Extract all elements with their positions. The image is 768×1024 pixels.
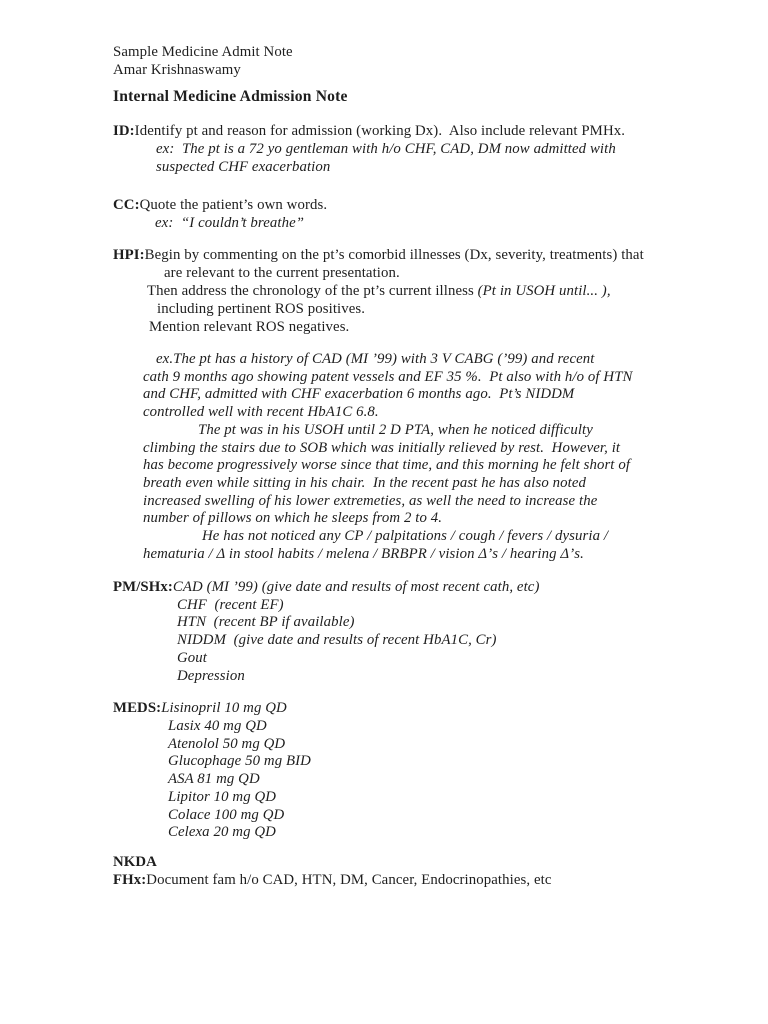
hpi-example-line bbox=[198, 421, 593, 439]
text-run: ex: “I couldn’t breathe” bbox=[155, 215, 305, 231]
text-run: Document fam h/o CAD, HTN, DM, Cancer, Endocrinopathies, etc bbox=[146, 872, 552, 888]
hpi-line bbox=[157, 300, 365, 318]
hpi-example-line bbox=[202, 527, 608, 545]
section-meds bbox=[113, 699, 287, 717]
text-run: hematuria / Δ in stool habits / melena / BRBPR / vision Δ’s / hearing Δ’s. bbox=[143, 545, 584, 562]
text-run: Internal Medicine Admission Note bbox=[113, 88, 348, 105]
section-hpi bbox=[113, 246, 644, 264]
pmshx-item bbox=[177, 667, 245, 685]
meds-item bbox=[168, 770, 260, 788]
text-run: Begin by commenting on the pt’s comorbid illnesses (Dx, severity, treatments) that bbox=[144, 247, 644, 263]
text-run: Mention relevant ROS negatives. bbox=[149, 319, 350, 335]
text-run: Glucophage 50 mg BID bbox=[168, 753, 311, 770]
text-run: CHF (recent EF) bbox=[177, 596, 284, 613]
section-fhx bbox=[113, 871, 552, 889]
text-run: Amar Krishnaswamy bbox=[113, 62, 241, 78]
text-run: ex: The pt is a 72 yo gentleman with h/o CHF, CAD, DM now admitted with bbox=[156, 141, 616, 157]
text-run: controlled well with recent HbA1C 6.8. bbox=[143, 404, 379, 421]
text-run: Sample Medicine Admit Note bbox=[113, 44, 293, 60]
text-run: Colace 100 mg QD bbox=[168, 806, 285, 823]
example-label: ex. bbox=[156, 351, 174, 367]
text-run: Lipitor 10 mg QD bbox=[168, 788, 277, 805]
section-label-fhx: FHx: bbox=[113, 872, 147, 888]
text-run: Gout bbox=[177, 649, 207, 666]
section-label-pmshx: PM/SHx: bbox=[113, 579, 173, 595]
text-run: are relevant to the current presentation. bbox=[164, 265, 400, 281]
text-run: Then address the chronology of the pt’s current illness bbox=[147, 283, 478, 299]
text-run: climbing the stairs due to SOB which was initially relieved by rest. However, it bbox=[143, 439, 621, 456]
section-label-id: ID: bbox=[113, 123, 135, 139]
pmshx-item bbox=[177, 649, 207, 667]
hpi-line bbox=[147, 282, 611, 300]
section-nkda bbox=[113, 853, 157, 871]
hpi-example-line bbox=[143, 368, 633, 386]
text-run: Atenolol 50 mg QD bbox=[168, 735, 286, 752]
section-cc bbox=[113, 196, 327, 214]
text-run: NIDDM (give date and results of recent HbA1C, Cr) bbox=[177, 632, 497, 649]
section-label-hpi: HPI: bbox=[113, 247, 145, 263]
hpi-example-line bbox=[143, 456, 630, 474]
text-run: and CHF, admitted with CHF exacerbation 6 months ago. Pt’s NIDDM bbox=[143, 386, 575, 403]
text-run: HTN (recent BP if available) bbox=[177, 614, 355, 631]
hpi-example-line bbox=[143, 492, 597, 510]
doc-subject-line bbox=[113, 43, 293, 61]
text-run: Depression bbox=[177, 667, 245, 684]
section-label-cc: CC: bbox=[113, 197, 140, 213]
hpi-example-line bbox=[143, 545, 584, 563]
hpi-example-line bbox=[143, 385, 574, 403]
text-run: Identify pt and reason for admission (working Dx). Also include relevant PMHx. bbox=[134, 123, 626, 139]
pmshx-item bbox=[177, 596, 284, 614]
text-run: Lisinopril 10 mg QD bbox=[161, 700, 287, 716]
text-run: Celexa 20 mg QD bbox=[168, 824, 276, 841]
text-run: Quote the patient’s own words. bbox=[139, 197, 328, 213]
text-run: (Pt in USOH until... ), bbox=[477, 283, 611, 299]
text-run: has become progressively worse since that time, and this morning he felt short of bbox=[143, 457, 631, 474]
meds-item bbox=[168, 823, 276, 841]
hpi-example-line bbox=[143, 509, 442, 527]
text-run: breath even while sitting in his chair. In the recent past he has also noted bbox=[143, 474, 587, 491]
text-run: ASA 81 mg QD bbox=[168, 771, 260, 788]
id-example-line bbox=[156, 140, 616, 158]
text-run: The pt was in his USOH until 2 D PTA, when he noticed difficulty bbox=[198, 421, 593, 438]
text-run: cath 9 months ago showing patent vessels and EF 35 %. Pt also with h/o of HTN bbox=[143, 368, 633, 385]
hpi-example-line bbox=[143, 403, 379, 421]
hpi-example-line bbox=[143, 439, 620, 457]
section-pmshx bbox=[113, 578, 540, 596]
pmshx-item bbox=[177, 631, 497, 649]
section-label-nkda: NKDA bbox=[113, 854, 157, 870]
meds-item bbox=[168, 788, 276, 806]
hpi-line bbox=[164, 264, 400, 282]
section-label-meds: MEDS: bbox=[113, 700, 162, 716]
hpi-example-line bbox=[156, 350, 595, 368]
text-run: Lasix 40 mg QD bbox=[168, 718, 267, 734]
id-example-line bbox=[156, 158, 330, 176]
meds-item bbox=[168, 806, 284, 824]
meds-item bbox=[168, 717, 267, 735]
text-run: The pt has a history of CAD (MI ’99) with 3 V CABG (’99) and recent bbox=[173, 351, 595, 367]
text-run: increased swelling of his lower extremeties, as well the need to increase the bbox=[143, 492, 598, 509]
hpi-example-line bbox=[143, 474, 586, 492]
text-run: CAD (MI ’99) (give date and results of most recent cath, etc) bbox=[172, 579, 540, 595]
section-id bbox=[113, 122, 625, 140]
text-run: number of pillows on which he sleeps from 2 to 4. bbox=[143, 510, 443, 527]
doc-title bbox=[113, 88, 348, 106]
cc-example-line bbox=[155, 214, 304, 232]
hpi-line bbox=[149, 318, 349, 336]
text-run: suspected CHF exacerbation bbox=[156, 159, 331, 175]
pmshx-item bbox=[177, 613, 355, 631]
text-run: including pertinent ROS positives. bbox=[157, 301, 366, 317]
doc-author-line bbox=[113, 61, 241, 79]
meds-item bbox=[168, 735, 285, 753]
meds-item bbox=[168, 752, 311, 770]
text-run: He has not noticed any CP / palpitations / cough / fevers / dysuria / bbox=[202, 528, 609, 544]
